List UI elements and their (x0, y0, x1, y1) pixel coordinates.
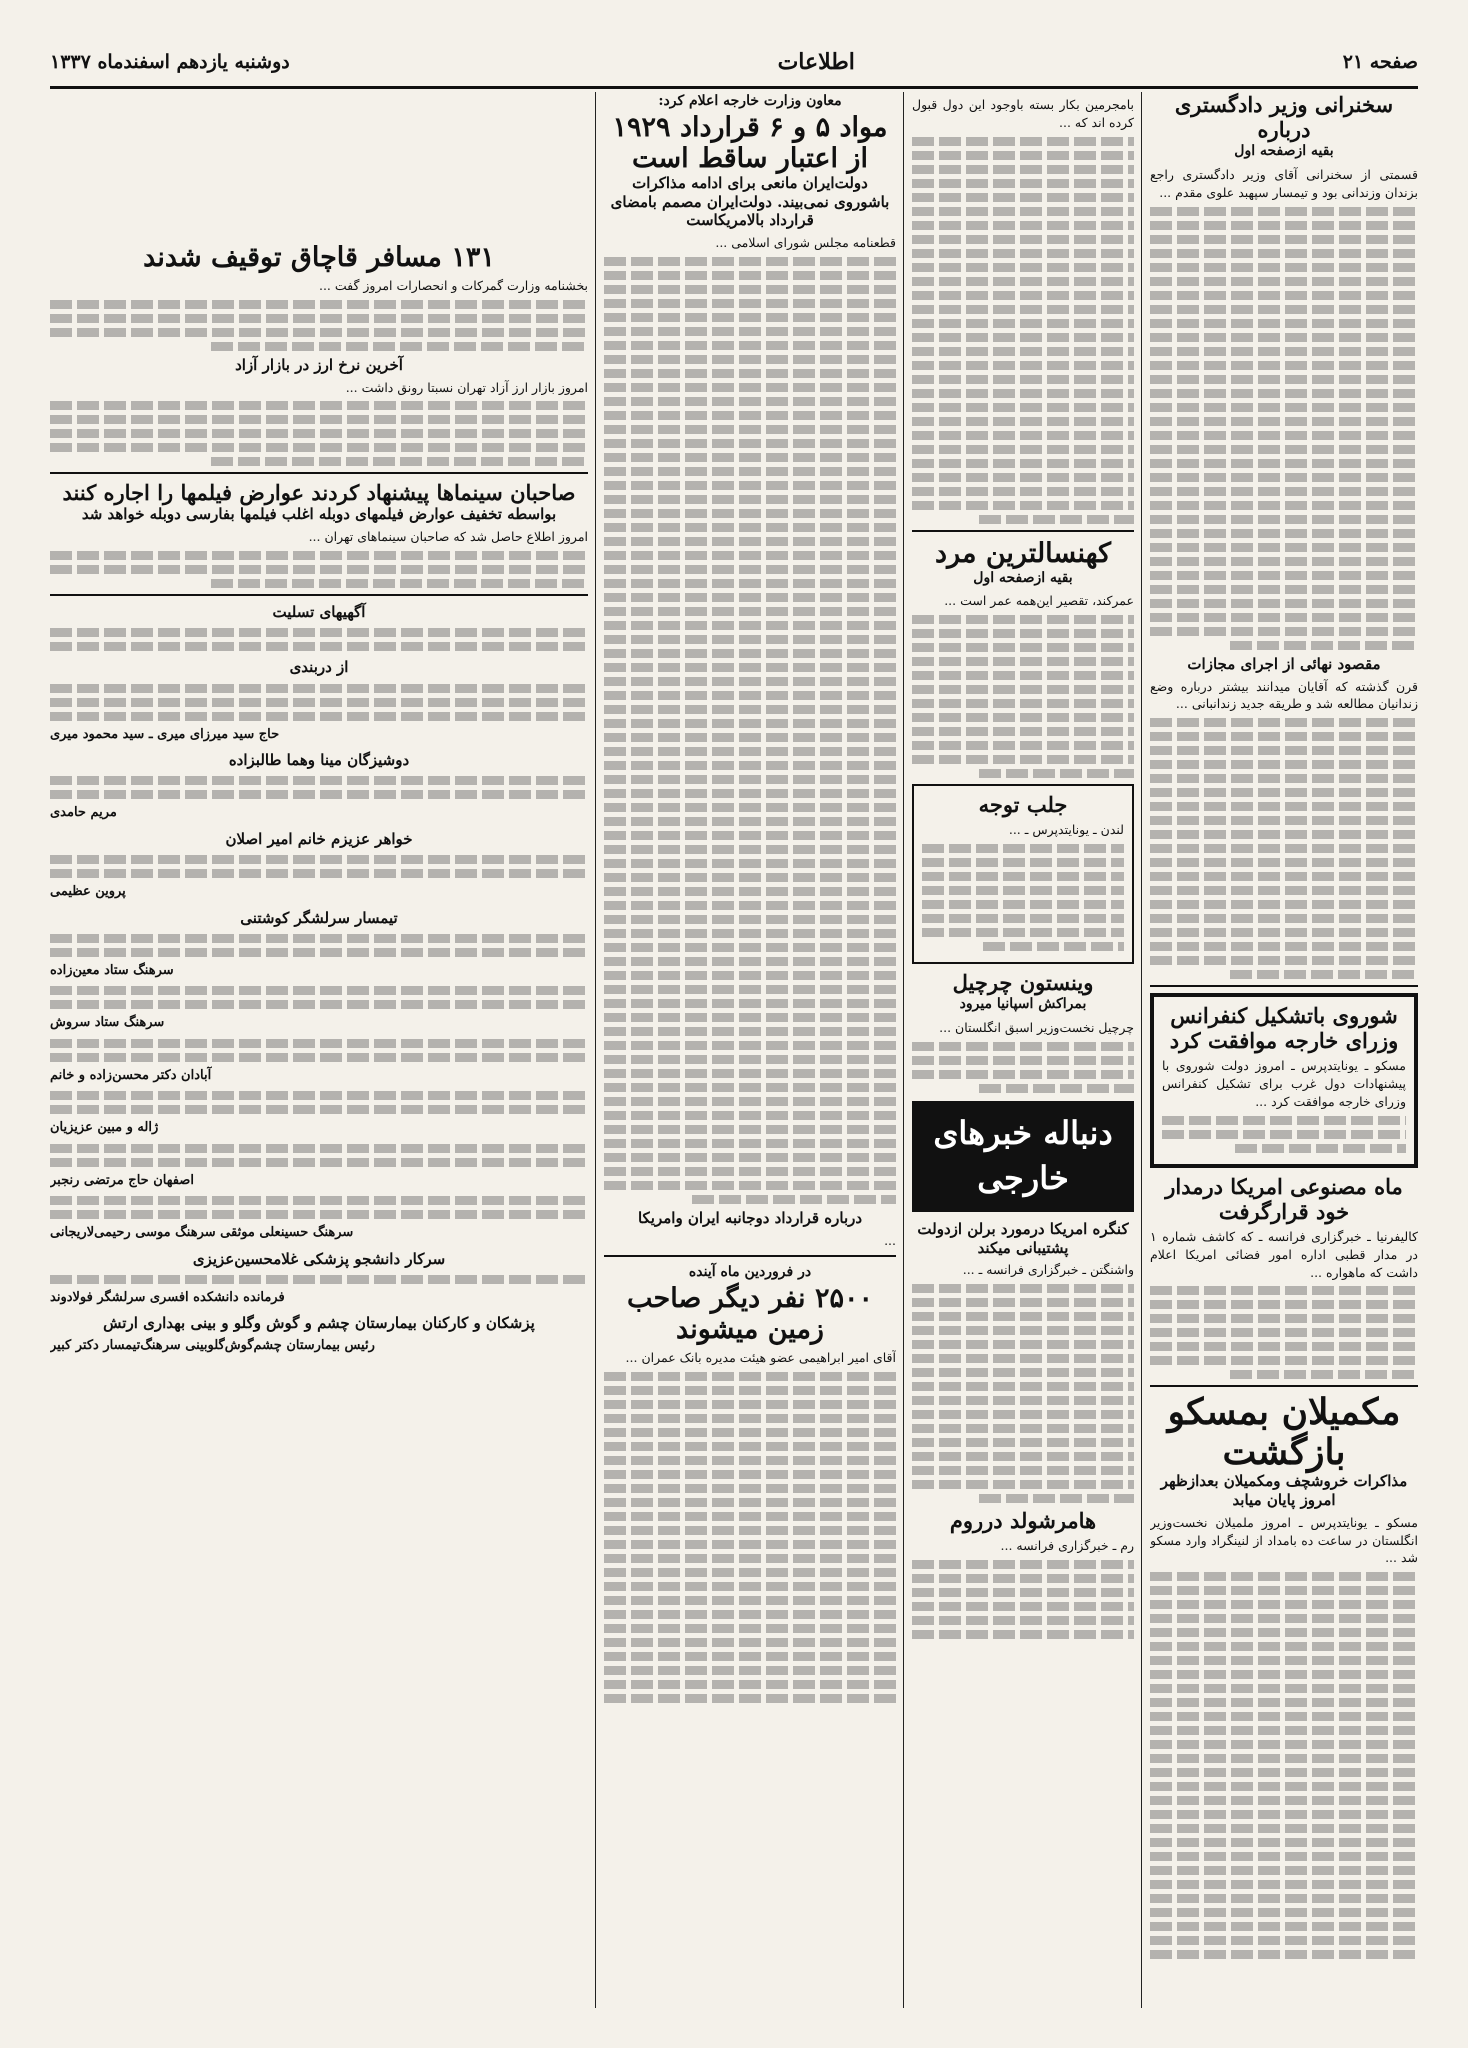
article-headline: کنگره امریکا درمورد برلن ازدولت پشتیبانی میکند (917, 1219, 1129, 1257)
article-headline: ماه مصنوعی امریکا درمدار خود قرارگرفت (1165, 1173, 1403, 1224)
notice-signature: اصفهان حاج مرتضی رنجبر (50, 1172, 194, 1188)
article-headline: آخرین نرخ ارز در بازار آزاد (235, 355, 403, 374)
notice-signature: آبادان دکتر محسن‌زاده و خانم (50, 1067, 212, 1083)
notices-block (50, 602, 588, 1355)
article-text: آقای امیر ابراهیمی عضو هیئت مدیره بانک عمران ... (625, 1350, 896, 1366)
article-text: قسمتی از سخنرانی آقای وزیر دادگستری راجع بزندان وزندانی بود و تیمسار سپهبد علوی مقدم ... (1150, 167, 1418, 200)
news-box (912, 784, 1134, 964)
article-text: مسکو ـ یونایتدپرس ـ امروز ملمیلان نخست‌وزیر انگلستان در ساعت ده بامداد از لنینگراد وارد مسکو شد ... (1150, 1514, 1418, 1566)
article-kicker: در فروردین ماه آینده (688, 1264, 812, 1281)
article-intro: بقیه ازصفحه اول (973, 569, 1073, 586)
article-text: واشنگتن ـ خبرگزاری فرانسه ـ ... (962, 1262, 1134, 1278)
article-headline: وینستون چرچیل (952, 970, 1094, 996)
column-rule (595, 92, 596, 2008)
article-headline: درباره قرارداد دوجانبه ایران وامریکا (637, 1208, 863, 1227)
lead-headline: مواد ۵ و ۶ قرارداد ۱۹۲۹ از اعتبار ساقط است (612, 111, 888, 174)
notice-signature: ژاله و مبین عزیزیان (50, 1120, 159, 1136)
article-kicker: معاون وزارت خارجه اعلام کرد: (658, 93, 842, 109)
issue-date: دوشنبه یازدهم اسفندماه ۱۳۳۷ (50, 51, 290, 73)
article-text: امروز اطلاع حاصل شد که صاحبان سینماهای تهران ... (308, 529, 588, 545)
article-subhead: بواسطه تخفیف عوارض فیلمهای دوبله اغلب فیلمها بفارسی دوبله خواهد شد (81, 505, 557, 524)
article-text: مسکو ـ یونایتدپرس ـ امروز دولت شوروی با پیشنهادات دول غرب برای تشکیل کنفرانس وزرای خارجه موافقت کرد ... (1162, 1058, 1406, 1109)
article-text: چرچیل نخست‌وزیر اسبق انگلستان ... (939, 1020, 1134, 1036)
article-text: امروز بازار ارز آزاد تهران نسبتا رونق داشت ... (345, 379, 588, 395)
article-headline: مکمیلان بمسکو بازگشت (1167, 1391, 1401, 1473)
notice-signature: سرهنگ حسینعلی موثقی سرهنگ موسی رحیمی‌لاریجانی (50, 1225, 354, 1241)
article-text: کالیفرنیا ـ خبرگزاری فرانسه ـ که کاشف شماره ۱ در مدار قطبی اداره امور فضائی امریکا اعلام داشت که ماهواره ... (1150, 1229, 1418, 1280)
notice-signature: پروین عظیمی (50, 884, 126, 900)
article-headline: ۲۵۰۰ نفر دیگر صاحب زمین میشوند (627, 1283, 873, 1346)
shura-box (1150, 993, 1418, 1168)
column-right (1150, 92, 1418, 2008)
article-subhead: بمراکش اسپانیا میرود (959, 996, 1087, 1013)
article-headline: صاحبان سینماها پیشنهاد کردند عوارض فیلمها را اجاره کنند (62, 480, 576, 506)
notice-signature: سرهنگ ستاد سروش (50, 1015, 165, 1031)
article-text: بامجرمین بکار بسته باوجود این دول قبول کرده اند که ... (912, 97, 1134, 130)
article-headline: جلب توجه (978, 792, 1068, 818)
column-rule (903, 92, 904, 2008)
lead-subhead: دولت‌ایران مانعی برای ادامه مذاکرات باشوروی نمی‌بیند. دولت‌ایران مصمم بامضای قرارداد بالامریکاست (610, 173, 890, 230)
column-mid-right (912, 92, 1134, 2008)
article-headline: هامرشولد درروم (949, 1508, 1097, 1534)
article-text: لندن ـ یونایتدپرس ـ ... (1008, 822, 1124, 838)
notice-signature: رئیس بیمارستان چشم‌گوش‌گلوبینی سرهنگ‌تیمسار دکتر کبیر (50, 1337, 375, 1353)
masthead (50, 38, 1418, 89)
article-headline: ۱۳۱ مسافر قاچاق توقیف شدند (143, 242, 495, 273)
article-text: بخشنامه وزارت گمرکات و انحصارات امروز گفت ... (318, 278, 588, 294)
notice-signature: مریم حامدی (50, 805, 117, 821)
notice-signature: سرهنگ ستاد معین‌زاده (50, 962, 174, 978)
notice-heading: سرکار دانشجو پزشکی غلامحسین‌عزیزی (192, 1249, 446, 1268)
article-intro: بقیه ازصفحه اول (1234, 143, 1334, 160)
article-text: قطعنامه مجلس شورای اسلامی ... (715, 235, 896, 251)
newspaper-name: اطلاعات (777, 49, 855, 75)
column-rule (1141, 92, 1142, 2008)
article-text: عمرکند، تقصیر این‌همه عمر است ... (944, 593, 1134, 609)
article-text: ... (884, 1232, 896, 1248)
notice-heading: تیمسار سرلشگر کوشتنی (240, 908, 398, 927)
notice-signature: حاج سید میرزای میری ـ سید محمود میری (50, 726, 280, 742)
article-headline: کهنسالترین مرد (935, 537, 1111, 569)
article-subhead: مذاکرات خروشچف ومکمیلان بعدازظهر امروز پایان میابد (1160, 1472, 1408, 1510)
article-text: رم ـ خبرگزاری فرانسه ... (1000, 1538, 1134, 1554)
notice-heading: خواهر عزیزم خانم امیر اصلان (225, 829, 413, 848)
article-headline: شوروی باتشکیل کنفرانس وزرای خارجه موافقت کرد (1169, 1003, 1399, 1054)
notice-heading: از دربندی (289, 658, 349, 677)
foreign-news-banner: دنباله خبرهای خارجی (912, 1101, 1134, 1212)
notice-heading: پزشکان و کارکنان بیمارستان چشم و گوش وگلو و بینی بهداری ارتش (103, 1314, 535, 1333)
column-left (50, 92, 588, 2008)
article-headline: مقصود نهائی از اجرای مجازات (1187, 654, 1381, 673)
article-headline: سخنرانی وزیر دادگستری درباره (1174, 92, 1394, 143)
notice-signature: فرمانده دانشکده افسری سرلشگر فولادوند (50, 1289, 285, 1305)
notice-heading: دوشیزگان مینا وهما طالبزاده (228, 751, 410, 770)
notice-heading: آگهیهای تسلیت (272, 602, 366, 621)
column-center (604, 92, 896, 2008)
page-number: صفحه ۲۱ (1342, 51, 1418, 73)
article-text: قرن گذشته که آقایان میدانند بیشتر درباره وضع زندانیان مطالعه شد و طریقه جدید زندانبانی ... (1150, 678, 1418, 712)
